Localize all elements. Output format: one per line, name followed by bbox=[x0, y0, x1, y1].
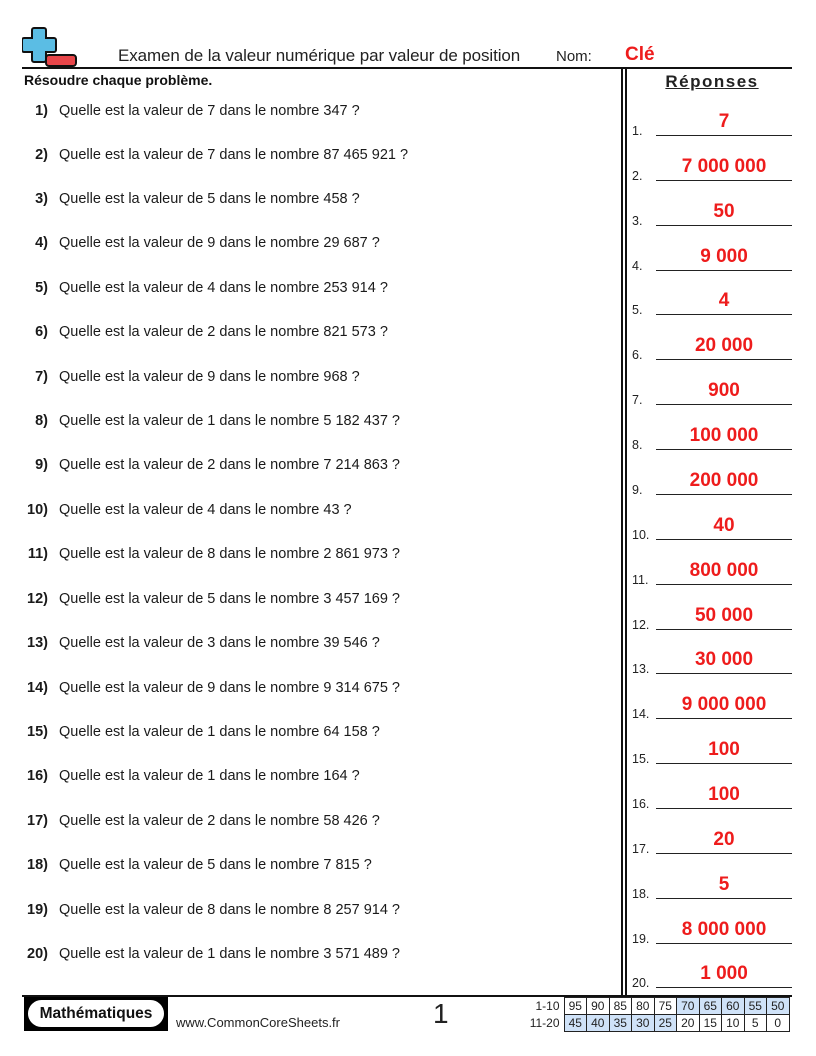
site-url[interactable]: www.CommonCoreSheets.fr bbox=[176, 1015, 340, 1030]
score-cell: 20 bbox=[677, 1015, 700, 1032]
question-number: 7) bbox=[35, 369, 48, 385]
header-divider bbox=[22, 67, 792, 69]
answer-line bbox=[656, 808, 792, 810]
answer-line bbox=[656, 449, 792, 451]
score-cell: 35 bbox=[609, 1015, 632, 1032]
answer-number: 2. bbox=[632, 169, 643, 183]
answer-value: 8 000 000 bbox=[681, 919, 767, 940]
question-number: 16) bbox=[27, 768, 48, 784]
instructions: Résoudre chaque problème. bbox=[24, 72, 213, 88]
question-text: Quelle est la valeur de 2 dans le nombre 7 214 863 ? bbox=[59, 457, 400, 473]
answer-item bbox=[632, 636, 792, 676]
answer-number: 20. bbox=[632, 976, 650, 990]
question-number: 2) bbox=[35, 147, 48, 163]
answer-value: 1 000 bbox=[700, 963, 748, 984]
question-number: 1) bbox=[35, 103, 48, 119]
answer-number: 6. bbox=[632, 348, 643, 362]
score-cell: 0 bbox=[767, 1015, 790, 1032]
answer-value: 5 bbox=[718, 874, 730, 895]
score-cell: 50 bbox=[767, 998, 790, 1015]
answer-value: 40 bbox=[713, 515, 735, 536]
question-number: 10) bbox=[27, 502, 48, 518]
answer-number: 8. bbox=[632, 438, 643, 452]
answer-value: 20 000 bbox=[694, 335, 754, 356]
question-number: 13) bbox=[27, 635, 48, 651]
answer-number: 12. bbox=[632, 618, 650, 632]
score-row-label: 11-20 bbox=[529, 1016, 560, 1030]
answer-line bbox=[656, 943, 792, 945]
question-text: Quelle est la valeur de 8 dans le nombre 8 257 914 ? bbox=[59, 902, 400, 918]
score-cell: 30 bbox=[632, 1015, 655, 1032]
name-label: Nom: bbox=[556, 48, 592, 65]
answer-item bbox=[632, 367, 792, 407]
answer-number: 17. bbox=[632, 842, 650, 856]
answer-value: 50 bbox=[713, 201, 735, 222]
answer-item bbox=[632, 547, 792, 587]
answer-number: 18. bbox=[632, 887, 650, 901]
score-row-label: 1-10 bbox=[535, 999, 560, 1013]
column-divider bbox=[625, 68, 627, 996]
answer-line bbox=[656, 404, 792, 406]
plus-minus-logo-icon bbox=[22, 26, 80, 68]
question-number: 4) bbox=[35, 235, 48, 251]
answer-item bbox=[632, 277, 792, 317]
question-number: 12) bbox=[27, 591, 48, 607]
question-number: 14) bbox=[27, 680, 48, 696]
answer-line bbox=[656, 987, 792, 989]
answer-line bbox=[656, 180, 792, 182]
score-cell: 60 bbox=[722, 998, 745, 1015]
answer-value: 800 000 bbox=[689, 560, 759, 581]
answer-number: 4. bbox=[632, 259, 643, 273]
question-number: 15) bbox=[27, 724, 48, 740]
question-text: Quelle est la valeur de 8 dans le nombre 2 861 973 ? bbox=[59, 546, 400, 562]
question-text: Quelle est la valeur de 9 dans le nombre 968 ? bbox=[59, 369, 360, 385]
answer-value: 9 000 000 bbox=[681, 694, 767, 715]
worksheet-title: Examen de la valeur numérique par valeur de position bbox=[118, 46, 521, 65]
answer-item bbox=[632, 592, 792, 632]
score-cell: 80 bbox=[632, 998, 655, 1015]
answer-number: 11. bbox=[632, 573, 649, 587]
answer-item bbox=[632, 861, 792, 901]
answer-line bbox=[656, 763, 792, 765]
answer-item bbox=[632, 502, 792, 542]
question-text: Quelle est la valeur de 4 dans le nombre 253 914 ? bbox=[59, 280, 388, 296]
answer-item bbox=[632, 681, 792, 721]
answer-item bbox=[632, 98, 792, 138]
answer-number: 7. bbox=[632, 393, 643, 407]
answer-number: 15. bbox=[632, 752, 650, 766]
answer-value: 200 000 bbox=[689, 470, 759, 491]
question-text: Quelle est la valeur de 7 dans le nombre 87 465 921 ? bbox=[59, 147, 409, 163]
answer-number: 1. bbox=[632, 124, 643, 138]
name-value: Clé bbox=[625, 44, 655, 65]
answer-number: 14. bbox=[632, 707, 650, 721]
subject-label: Mathématiques bbox=[28, 1000, 164, 1027]
answer-value: 20 bbox=[713, 829, 735, 850]
question-text: Quelle est la valeur de 1 dans le nombre 64 158 ? bbox=[59, 724, 380, 740]
answer-item bbox=[632, 726, 792, 766]
column-divider bbox=[621, 68, 623, 996]
answer-number: 5. bbox=[632, 303, 643, 317]
answer-line bbox=[656, 718, 792, 720]
question-number: 17) bbox=[27, 813, 48, 829]
question-text: Quelle est la valeur de 1 dans le nombre 5 182 437 ? bbox=[59, 413, 400, 429]
answer-line bbox=[656, 629, 792, 631]
question-text: Quelle est la valeur de 7 dans le nombre 347 ? bbox=[59, 103, 360, 119]
answer-value: 7 000 000 bbox=[681, 156, 767, 177]
score-cell: 85 bbox=[609, 998, 632, 1015]
question-text: Quelle est la valeur de 9 dans le nombre 29 687 ? bbox=[59, 235, 380, 251]
answer-value: 50 000 bbox=[694, 605, 754, 626]
question-number: 9) bbox=[35, 457, 48, 473]
answer-line bbox=[656, 135, 792, 137]
question-number: 19) bbox=[27, 902, 48, 918]
answer-value: 30 000 bbox=[694, 649, 754, 670]
answer-item bbox=[632, 143, 792, 183]
answer-number: 13. bbox=[632, 662, 650, 676]
question-number: 20) bbox=[27, 946, 48, 962]
subject-badge bbox=[24, 997, 168, 1031]
score-cell: 55 bbox=[744, 998, 767, 1015]
score-cell: 75 bbox=[654, 998, 677, 1015]
answer-number: 16. bbox=[632, 797, 650, 811]
answer-line bbox=[656, 539, 792, 541]
score-cell: 70 bbox=[677, 998, 700, 1015]
answer-value: 7 bbox=[718, 111, 730, 132]
score-cell: 45 bbox=[564, 1015, 587, 1032]
score-cell: 90 bbox=[587, 998, 610, 1015]
question-text: Quelle est la valeur de 1 dans le nombre 164 ? bbox=[59, 768, 360, 784]
answer-line bbox=[656, 270, 792, 272]
answer-number: 19. bbox=[632, 932, 650, 946]
answer-line bbox=[656, 314, 792, 316]
question-text: Quelle est la valeur de 9 dans le nombre 9 314 675 ? bbox=[59, 680, 400, 696]
question-text: Quelle est la valeur de 2 dans le nombre 821 573 ? bbox=[59, 324, 388, 340]
answer-value: 9 000 bbox=[700, 246, 748, 267]
answer-value: 900 bbox=[708, 380, 740, 401]
score-cell: 5 bbox=[744, 1015, 767, 1032]
answer-value: 100 bbox=[708, 784, 740, 805]
score-cell: 40 bbox=[587, 1015, 610, 1032]
question-text: Quelle est la valeur de 5 dans le nombre 3 457 169 ? bbox=[59, 591, 400, 607]
answer-line bbox=[656, 359, 792, 361]
score-cell: 25 bbox=[654, 1015, 677, 1032]
question-number: 18) bbox=[27, 857, 48, 873]
answer-item bbox=[632, 233, 792, 273]
answer-number: 3. bbox=[632, 214, 643, 228]
question-text: Quelle est la valeur de 3 dans le nombre 39 546 ? bbox=[59, 635, 380, 651]
answer-line bbox=[656, 853, 792, 855]
answer-value: 4 bbox=[718, 290, 730, 311]
score-cell: 65 bbox=[699, 998, 722, 1015]
answer-item bbox=[632, 906, 792, 946]
answer-value: 100 000 bbox=[689, 425, 759, 446]
score-cell: 15 bbox=[699, 1015, 722, 1032]
score-table bbox=[528, 997, 790, 1032]
question-number: 5) bbox=[35, 280, 48, 296]
answer-item bbox=[632, 412, 792, 452]
question-number: 11) bbox=[27, 546, 48, 562]
score-cell: 95 bbox=[564, 998, 587, 1015]
score-cell: 10 bbox=[722, 1015, 745, 1032]
answer-line bbox=[656, 584, 792, 586]
answer-item bbox=[632, 457, 792, 497]
question-text: Quelle est la valeur de 1 dans le nombre 3 571 489 ? bbox=[59, 946, 400, 962]
answer-number: 9. bbox=[632, 483, 643, 497]
answer-item bbox=[632, 771, 792, 811]
answer-item bbox=[632, 816, 792, 856]
answer-number: 10. bbox=[632, 528, 650, 542]
answers-heading: Réponses bbox=[665, 72, 759, 91]
question-number: 8) bbox=[35, 413, 48, 429]
answer-item bbox=[632, 188, 792, 228]
answer-value: 100 bbox=[708, 739, 740, 760]
question-text: Quelle est la valeur de 5 dans le nombre 7 815 ? bbox=[59, 857, 372, 873]
answer-line bbox=[656, 898, 792, 900]
answer-line bbox=[656, 225, 792, 227]
score-row bbox=[528, 998, 789, 1015]
score-row bbox=[528, 1015, 789, 1032]
page-number: 1 bbox=[433, 998, 449, 1029]
answer-item bbox=[632, 950, 792, 990]
answer-line bbox=[656, 673, 792, 675]
answer-line bbox=[656, 494, 792, 496]
question-text: Quelle est la valeur de 4 dans le nombre 43 ? bbox=[59, 502, 352, 518]
question-text: Quelle est la valeur de 5 dans le nombre 458 ? bbox=[59, 191, 360, 207]
answer-item bbox=[632, 322, 792, 362]
question-text: Quelle est la valeur de 2 dans le nombre 58 426 ? bbox=[59, 813, 380, 829]
question-number: 6) bbox=[35, 324, 48, 340]
question-number: 3) bbox=[35, 191, 48, 207]
